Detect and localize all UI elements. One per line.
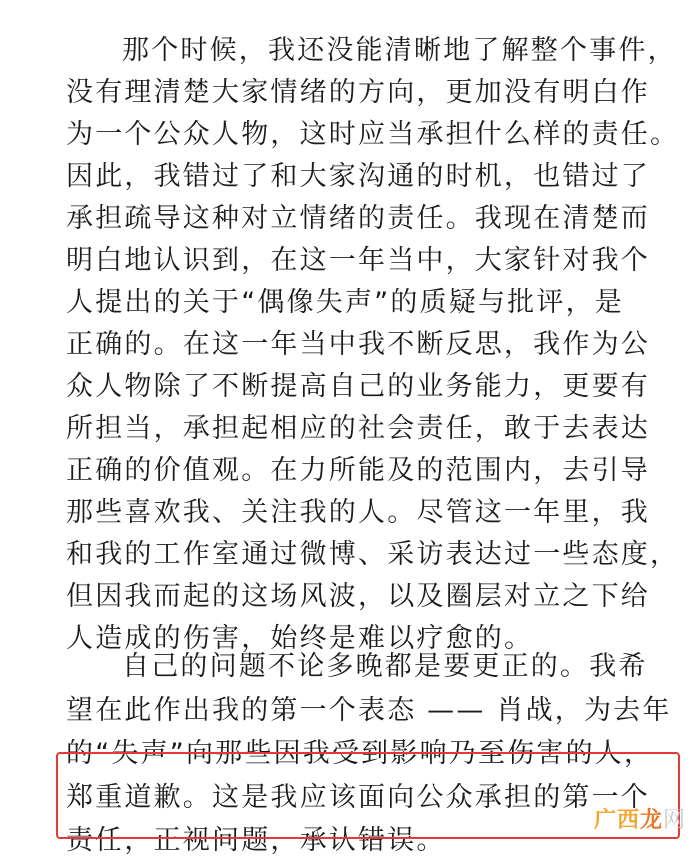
highlight-box (56, 752, 680, 839)
paragraph-1-line-7: 人提出的关于“偶像失声”的质疑与批评，是 (66, 287, 624, 318)
paragraph-2-line-3: 的“失声”向那些因我受到影响乃至伤害的人， (66, 738, 654, 769)
paragraph-1-line-13: 和我的工作室通过微博、采访表达过一些态度， (66, 539, 680, 570)
watermark-logo (594, 808, 686, 834)
paragraph-1-line-3: 为一个公众人物，这时应当承担什么样的责任。 (66, 119, 680, 150)
paragraph-1-line-6: 明白地认识到，在这一年当中，大家针对我个 (66, 245, 650, 276)
paragraph-1-line-14: 但因我而起的这场风波，以及圈层对立之下给 (66, 581, 650, 612)
paragraph-1-line-1: 那个时候，我还没能清晰地了解整个事件， (122, 35, 677, 66)
paragraph-1-line-11: 正确的价值观。在力所能及的范围内，去引导 (66, 455, 650, 486)
paragraph-1-line-8: 正确的。在这一年当中我不断反思，我作为公 (66, 329, 650, 360)
paragraph-1-line-4: 因此，我错过了和大家沟通的时机，也错过了 (66, 161, 650, 192)
paragraph-1-line-15: 人造成的伤害，始终是难以疗愈的。 (66, 623, 534, 654)
watermark-part-1: 广西 (593, 808, 640, 833)
watermark-part-2: 龙 (639, 808, 663, 833)
paragraph-1-line-12: 那些喜欢我、关注我的人。尽管这一年里，我 (66, 497, 650, 528)
paragraph-1-line-10: 所担当，承担起相应的社会责任，敢于去表达 (66, 413, 650, 444)
paragraph-2-line-4: 郑重道歉。这是我应该面向公众承担的第一个 (66, 782, 650, 813)
paragraph-1-line-5: 承担疏导这种对立情绪的责任。我现在清楚而 (66, 203, 650, 234)
paragraph-2-line-1: 自己的问题不论多晚都是要更正的。我希 (122, 651, 648, 682)
watermark-part-3: 网 (662, 808, 686, 833)
paragraph-2-line-2: 望在此作出我的第一个表态 —— 肖战，为去年 (66, 695, 672, 726)
paragraph-2-line-5: 责任，正视问题，承认错误。 (66, 825, 446, 856)
paragraph-1-line-9: 众人物除了不断提高自己的业务能力，更要有 (66, 371, 650, 402)
paragraph-1-line-2: 没有理清楚大家情绪的方向，更加没有明白作 (66, 77, 650, 108)
